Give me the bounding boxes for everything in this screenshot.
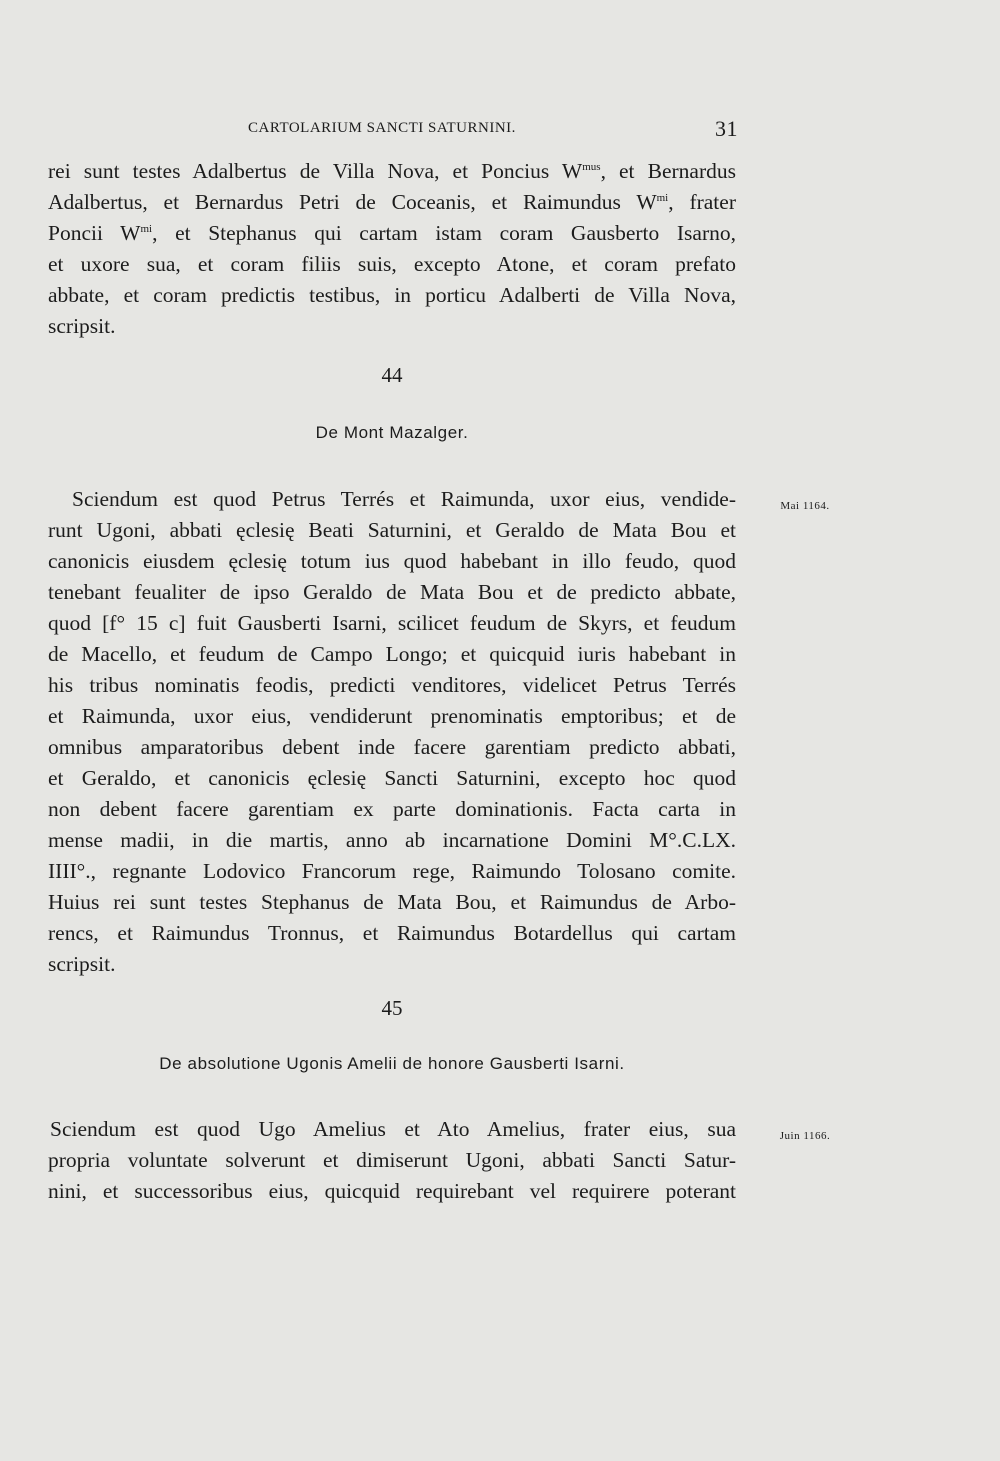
charter-number: 45 [381,996,403,1020]
charter-45-text [48,1114,736,1207]
text-line: abbate, et coram predictis testibus, in porticu Adalberti de Villa Nova, [48,283,736,307]
text-line: tenebant feualiter de ipso Geraldo de Mata Bou et de predicto abbate, [48,580,736,604]
charter-title: De Mont Mazalger. [315,423,469,442]
page-number: 31 [715,116,738,141]
margin-date: Juin 1166. [779,1130,831,1142]
text-line: mense madii, in die martis, anno ab incarnatione Domini M°.C.LX. [48,828,736,852]
text-line: his tribus nominatis feodis, predicti venditores, videlicet Petrus Terrés [48,673,736,697]
text-line: rencs, et Raimundus Tronnus, et Raimundus Botardellus qui cartam [48,921,736,945]
text-line: runt Ugoni, abbati ęclesię Beati Saturnini, et Geraldo de Mata Bou et [48,518,736,542]
margin-date: Mai 1164. [780,500,830,512]
text-line: Adalbertus, et Bernardus Petri de Coceanis, et Raimundus $W^{mi}$, frater [48,190,736,214]
text-line: Poncii $W^{mi}$, et Stephanus qui cartam istam coram Gausberto Isarno, [48,221,736,245]
text-line: et Raimunda, uxor eius, vendiderunt prenominatis emptoribus; et de [48,704,736,728]
text-line: omnibus amparatoribus debent inde facere garentiam predicto abbati, [48,735,736,759]
running-title: CARTOLARIUM SANCTI SATURNINI. [248,120,516,136]
text-line: scripsit. [48,314,116,338]
charter-44-text [48,484,736,980]
text-line: de Macello, et feudum de Campo Longo; et quicquid iuris habebant in [48,642,736,666]
text-line: non debent facere garentiam ex parte dominationis. Facta carta in [48,797,736,821]
continuation-paragraph [48,156,736,342]
text-line: nini, et successoribus eius, quicquid requirebant vel requirere poterant [48,1179,736,1203]
text-line: Sciendum est quod Petrus Terrés et Raimunda, uxor eius, vendide- [72,487,736,511]
text-line: et uxore sua, et coram filiis suis, excepto Atone, et coram prefato [48,252,736,276]
text-line: scripsit. [48,952,116,976]
text-line: rei sunt testes Adalbertus de Villa Nova, et Poncius $W^{mus}$, et Bernardus [48,159,736,183]
text-line: quod [f° 15 c] fuit Gausberti Isarni, scilicet feudum de Skyrs, et feudum [48,611,736,635]
text-line: propria voluntate solverunt et dimiserunt Ugoni, abbati Sancti Satur- [48,1148,736,1172]
text-line: et Geraldo, et canonicis ęclesię Sancti Saturnini, excepto hoc quod [48,766,736,790]
text-line: Huius rei sunt testes Stephanus de Mata Bou, et Raimundus de Arbo- [48,890,736,914]
charter-title: De absolutione Ugonis Amelii de honore Gausberti Isarni. [159,1054,625,1073]
text-line: IIII°., regnante Lodovico Francorum rege, Raimundo Tolosano comite. [48,859,736,883]
text-line: Sciendum est quod Ugo Amelius et Ato Amelius, frater eius, sua [50,1117,736,1141]
text-line: canonicis eiusdem ęclesię totum ius quod habebant in illo feudo, quod [48,549,736,573]
charter-number: 44 [381,363,403,387]
